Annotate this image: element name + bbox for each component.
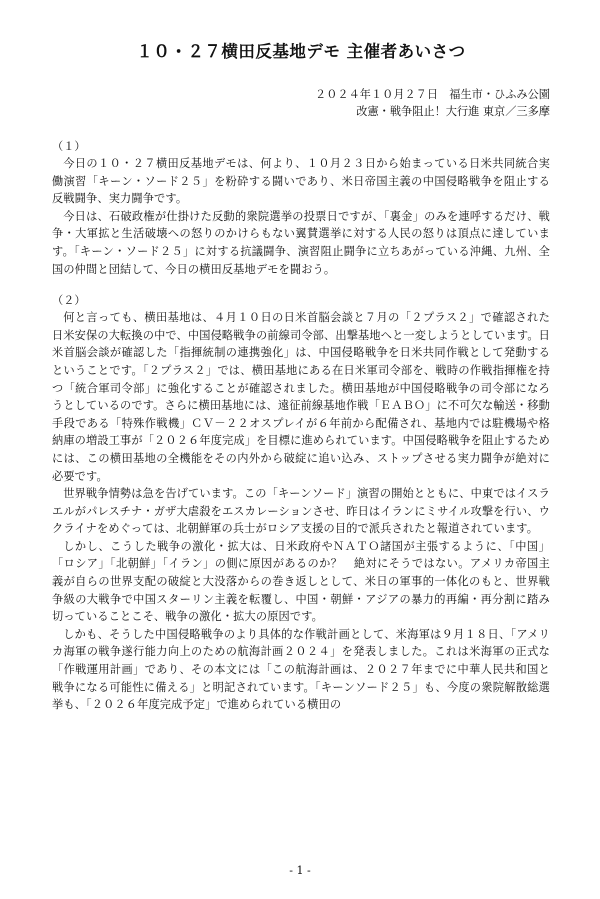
page-number: - 1 - — [289, 864, 311, 877]
paragraph: しかも、そうした中国侵略戦争のより具体的な作戦計画として、米海軍は９月１８日、「アメリカ海軍の戦争遂行能力向上のための航海計画２０２４」を発表しました。これは米海軍の正式な「作戦運用計画」であり、その本文には「この航海計画は、２０２７年までに中華人民共和国と戦争になる可能性に備える」と明記されています。「キーンソード２５」も、今度の衆院解散総選挙も、「２０２６年度完成予定」で進められている横田の — [52, 627, 550, 712]
paragraph: しかし、こうした戦争の激化・拡大は、日米政府やＮＡＴＯ諸国が主張するように、「中国」「ロシア」「北朝鮮」「イラン」の側に原因があるのか？ 絶対にそうではない。アメリカ帝国主義が自らの世界支配の破綻と大没落からの巻き返しとして、米日の軍事的一体化のもと、世界戦争級の大戦争で中国スターリン主義を転覆し、中国・朝鮮・アジアの暴力的再編・再分割に踏み切っていることこそ、戦争の激化・拡大の原因です。 — [52, 539, 550, 624]
section-heading: （１） — [52, 140, 86, 153]
section-heading: （２） — [52, 294, 86, 308]
document-title: １０・２７横田反基地デモ 主催者あいさつ — [136, 42, 466, 61]
paragraph: 今日は、石破政権が仕掛けた反動的衆院選挙の投票日ですが、「裏金」のみを連呼するだけ、戦争・大軍拡と生活破壊への怒りのかけらもない翼賛選挙に対する人民の怒りは頂点に達しています。「キーン・ソード２５」に対する抗議闘争、演習阻止闘争に立ちあがっている沖縄、九州、全国の仲間と団結して、今日の横田反基地デモを闘おう。 — [52, 209, 550, 276]
date-location: ２０２４年１０月２７日 福生市・ひふみ公園 — [315, 88, 550, 101]
section-2 — [52, 292, 550, 714]
organizer: 改憲・戦争阻止！大行進 東京／三多摩 — [356, 105, 550, 118]
document-meta — [52, 86, 550, 120]
section-1 — [52, 138, 550, 278]
paragraph: 今日の１０・２７横田反基地デモは、何より、１０月２３日から始まっている日米共同統合実働演習「キーン・ソード２５」を粉砕する闘いであり、米日帝国主義の中国侵略戦争を阻止する反戦闘争、実力闘争です。 — [52, 157, 550, 206]
paragraph: 何と言っても、横田基地は、４月１０日の日米首脳会談と７月の「２プラス２」で確認された日米安保の大転換の中で、中国侵略戦争の前線司令部、出撃基地へと一変しようとしています。日米首脳会談が確認した「指揮統制の連携強化」は、中国侵略戦争を日米共同作戦として発動するということです。「２プラス２」では、横田基地にある在日米軍司令部を、戦時の作戦指揮権を持つ「統合軍司令部」に強化することが確認されました。横田基地が中国侵略戦争の司令部になろうとしているのです。さらに横田基地には、遠征前線基地作戦「ＥＡＢＯ」に不可欠な輸送・移動手段である「特殊作戦機」ＣＶ－２２オスプレイが６年前から配備され、基地内では駐機場や格納庫の増設工事が「２０２６年度完成」を目標に進められています。中国侵略戦争を阻止するためには、この横田基地の全機能をその内外から破綻に追い込み、ストップさせる実力闘争が絶対に必要です。 — [52, 311, 550, 483]
document-page — [0, 38, 600, 899]
paragraph: 世界戦争情勢は急を告げています。この「キーンソード」演習の開始とともに、中東ではイスラエルがパレスチナ・ガザ大虐殺をエスカレーションさせ、昨日はイランにミサイル攻撃を行い、ウクライナをめぐっては、北朝鮮軍の兵士がロシア支援の目的で派兵されたと報道されています。 — [52, 487, 550, 536]
